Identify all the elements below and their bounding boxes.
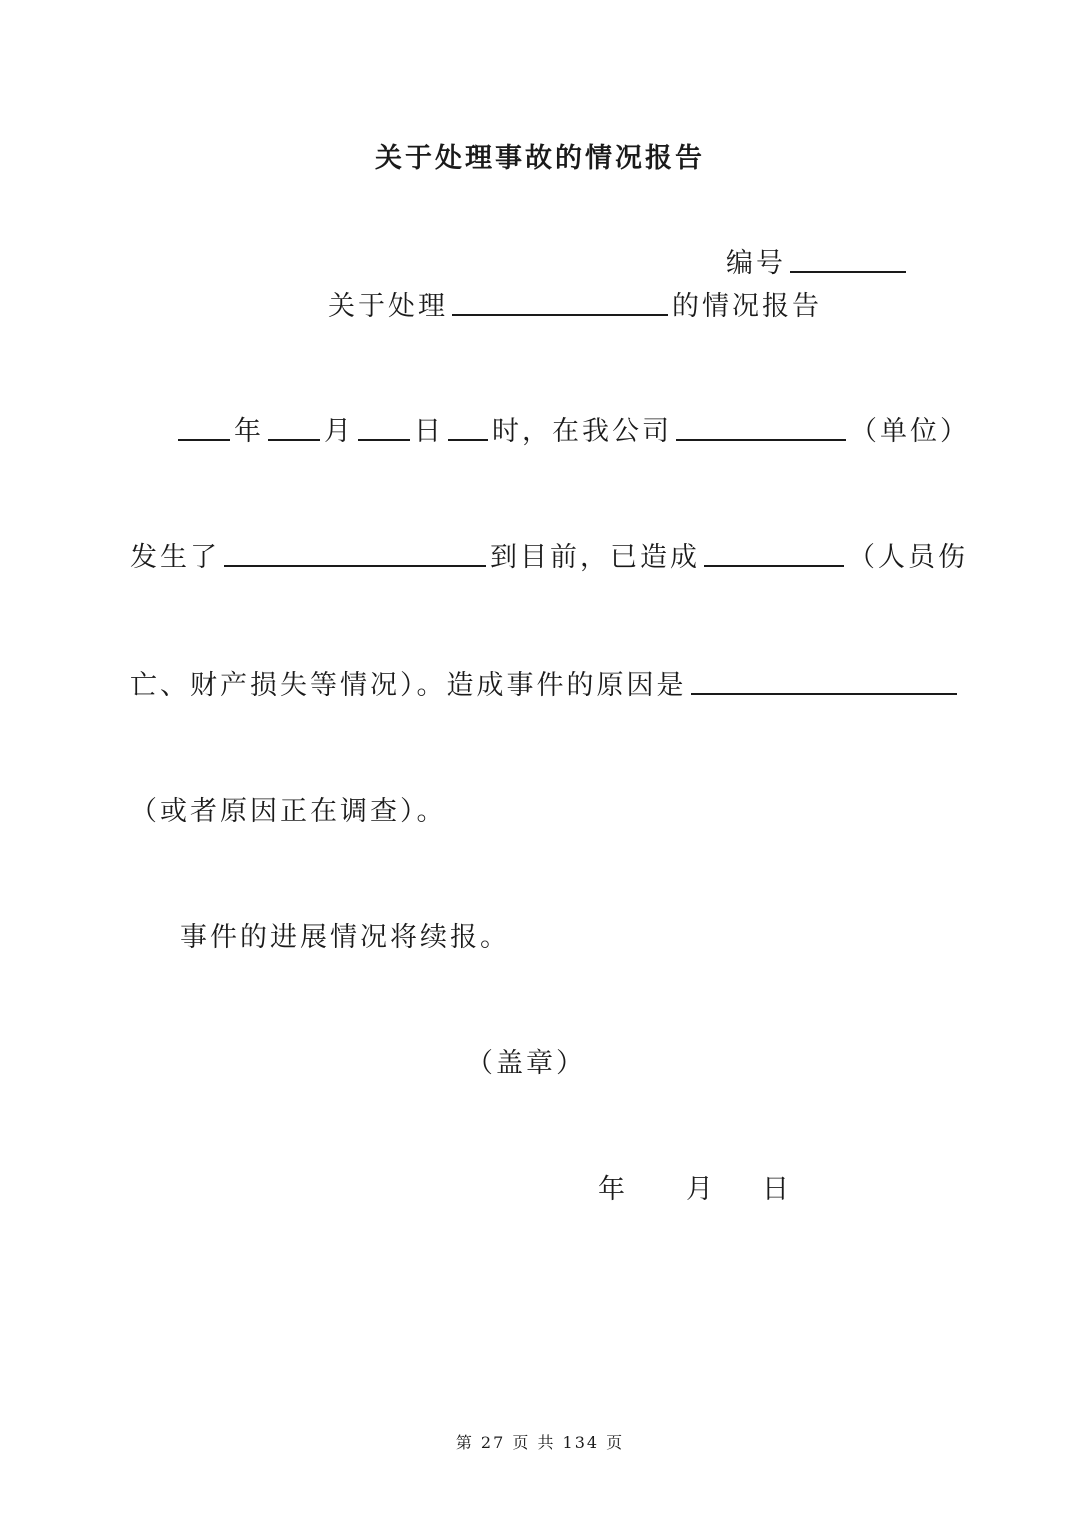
event-tail: （人员伤 (848, 542, 968, 573)
cause-text: 亡、财产损失等情况）。造成事件的原因是 (130, 670, 687, 701)
month-blank (268, 438, 320, 441)
day-label: 日 (414, 416, 444, 447)
paragraph-followup-line (180, 924, 510, 951)
event-mid: 到目前，已造成 (490, 542, 700, 573)
damage-blank (704, 564, 844, 567)
signature-date-line (598, 1176, 792, 1203)
subject-blank (452, 313, 668, 316)
cause-blank (691, 692, 957, 695)
paragraph-event-line (130, 544, 968, 571)
subject-prefix: 关于处理 (328, 291, 448, 322)
paragraph-investigation-line (130, 798, 447, 825)
number-label: 编号 (726, 248, 786, 279)
time-tail: 时，在我公司 (492, 416, 672, 447)
signature-month: 月 (686, 1174, 716, 1205)
paragraph-cause-line (130, 672, 961, 699)
event-lead: 发生了 (130, 542, 220, 573)
unit-blank (676, 438, 846, 441)
signature-day: 日 (762, 1174, 792, 1205)
followup-text: 事件的进展情况将续报。 (180, 922, 510, 953)
page-footer: 第 27 页 共 134 页 (455, 1433, 625, 1452)
year-blank (178, 438, 230, 441)
investigation-text: （或者原因正在调查）。 (130, 796, 447, 827)
event-blank (224, 564, 486, 567)
signature-year: 年 (598, 1174, 628, 1205)
year-label: 年 (234, 416, 264, 447)
day-blank (358, 438, 410, 441)
month-label: 月 (324, 416, 354, 447)
hour-blank (448, 438, 488, 441)
unit-label: （单位） (850, 416, 970, 447)
paragraph-date-line (178, 418, 970, 445)
number-line (726, 250, 910, 277)
seal-label: （盖章） (466, 1048, 586, 1079)
subject-line (328, 293, 822, 320)
subject-suffix: 的情况报告 (672, 291, 822, 322)
document-title: 关于处理事故的情况报告 (375, 143, 705, 174)
number-blank (790, 270, 906, 273)
